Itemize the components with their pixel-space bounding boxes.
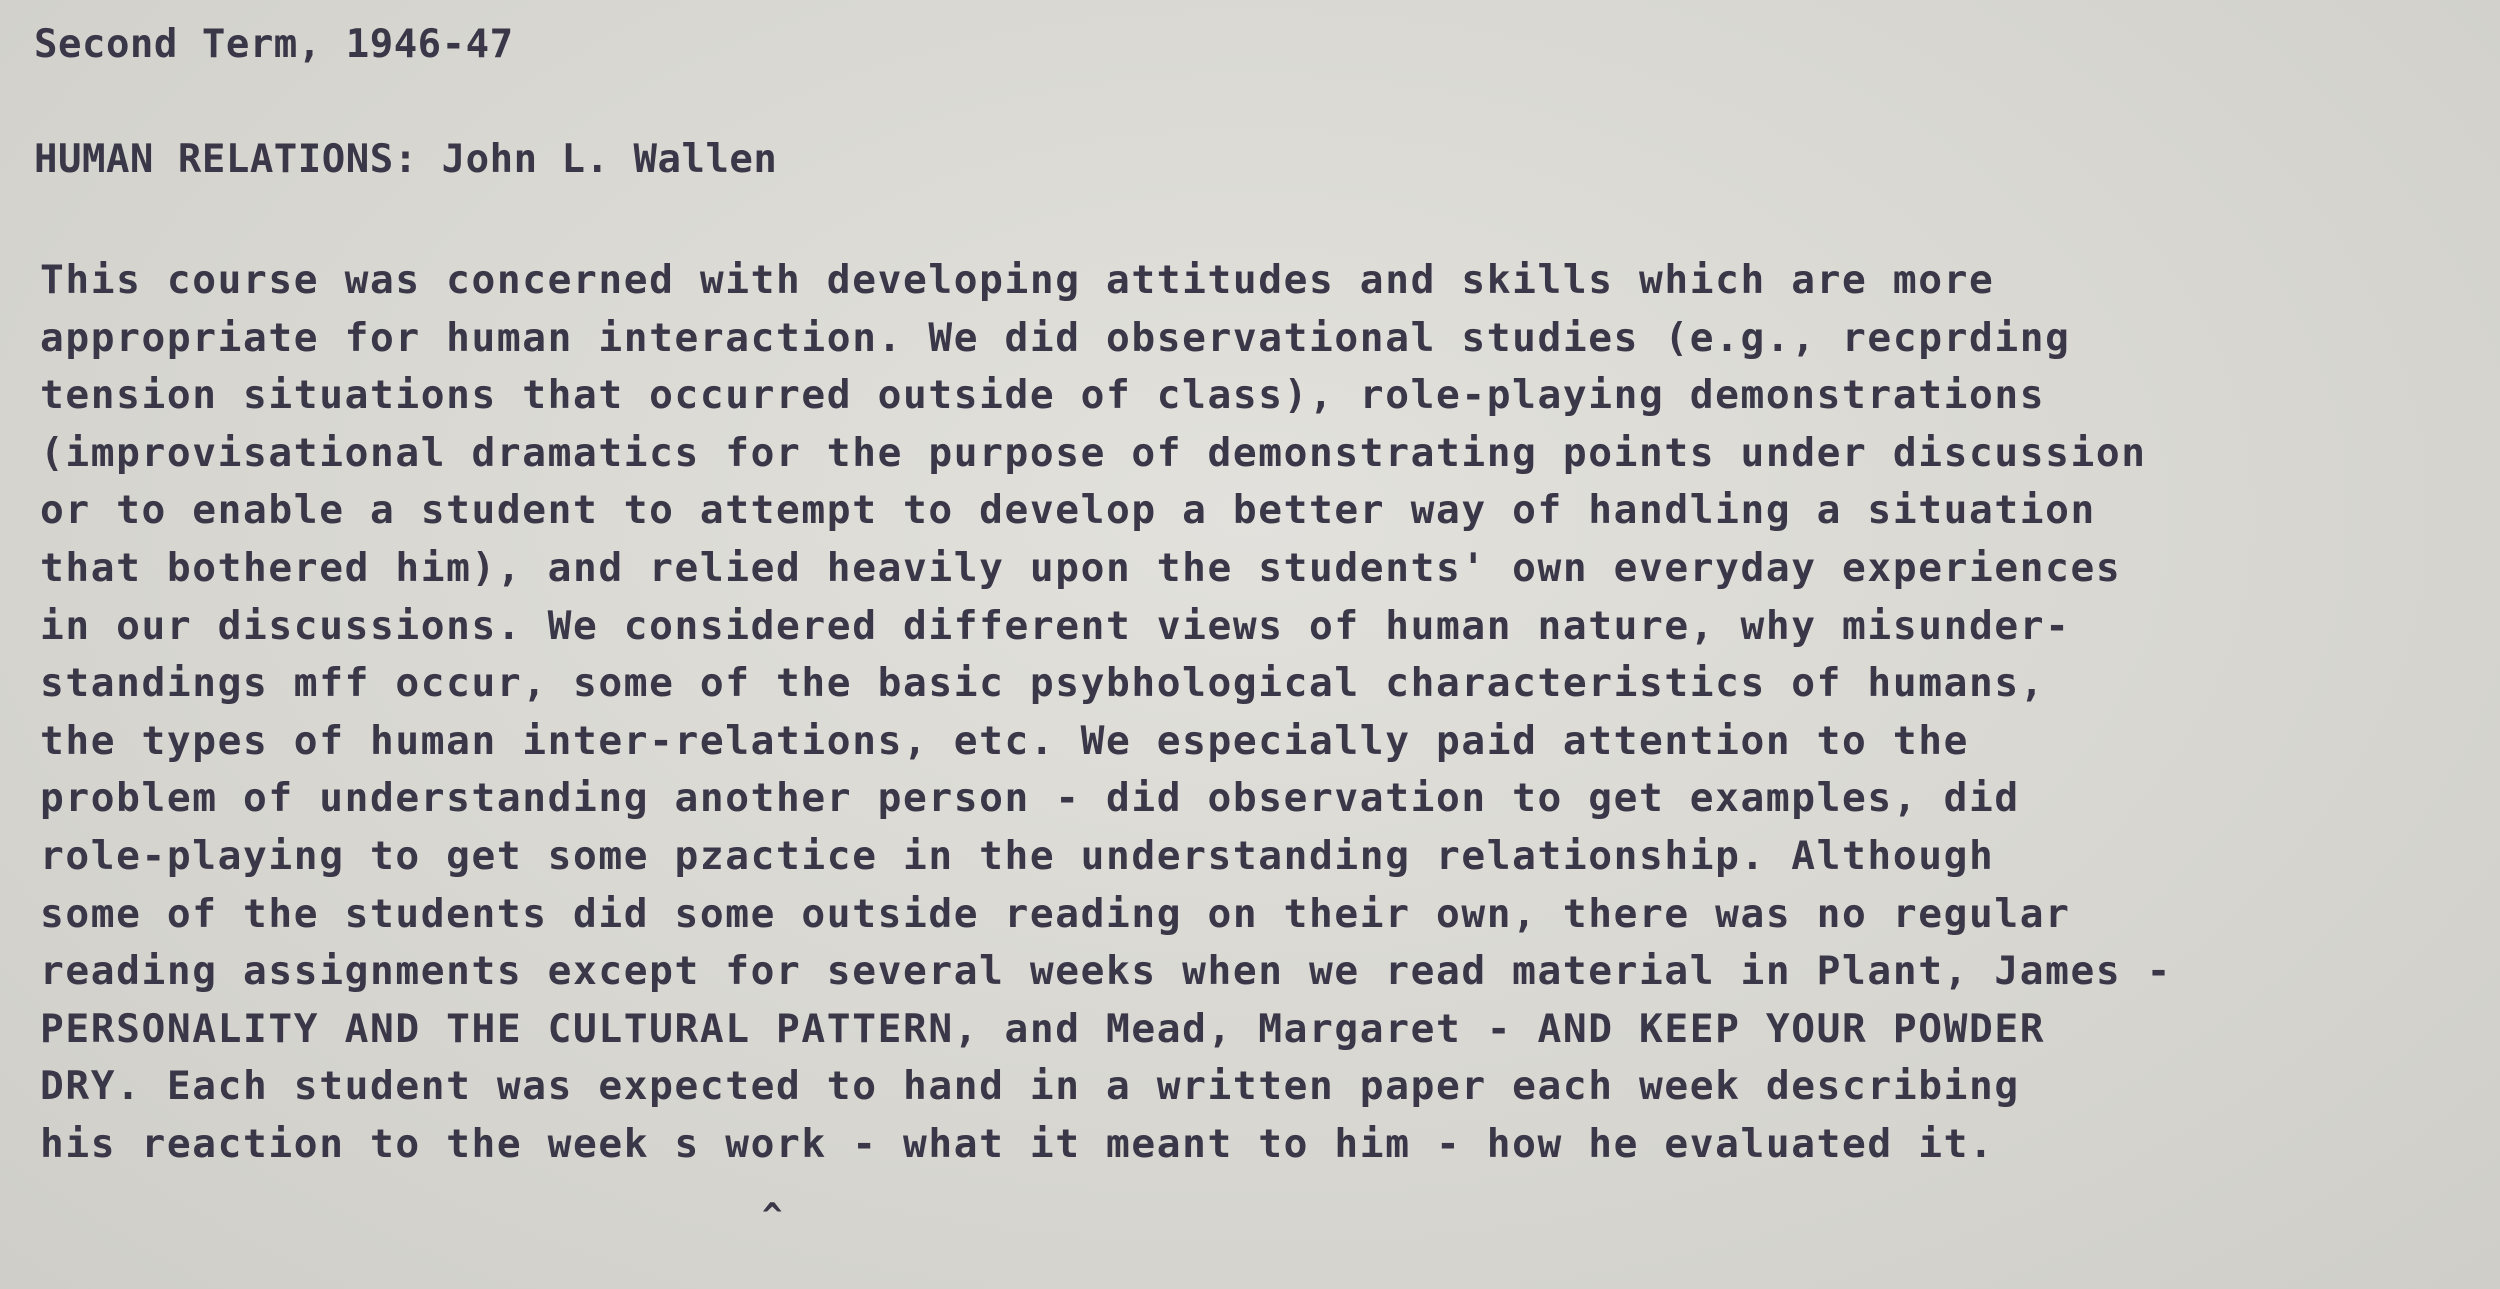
- paragraph-line: problem of understanding another person - did observation to get examples, did: [40, 775, 2020, 822]
- paragraph-line: reading assignments except for several weeks when we read material in Plant, James -: [40, 948, 2173, 995]
- paragraph-line: tension situations that occurred outside of class), role-playing demonstrations: [40, 372, 2046, 419]
- paragraph-line: his reaction to the week s work - what it meant to him - how he evaluated it.: [40, 1120, 1995, 1167]
- paragraph-line: role-playing to get some pzactice in the understanding relationship. Although: [40, 832, 1995, 879]
- paragraph-line: standings mff occur, some of the basic psybhological characteristics of humans,: [40, 660, 2046, 707]
- paragraph-line: appropriate for human interaction. We did observational studies (e.g., recprding: [40, 314, 2071, 361]
- paragraph-line: or to enable a student to attempt to develop a better way of handling a situation: [40, 487, 2096, 534]
- paragraph-line: DRY. Each student was expected to hand in a written paper each week describing: [40, 1063, 2020, 1110]
- paragraph-line: PERSONALITY AND THE CULTURAL PATTERN, and Mead, Margaret - AND KEEP YOUR POWDER: [40, 1005, 2046, 1052]
- course-heading: HUMAN RELATIONS: John L. Wallen: [34, 137, 778, 182]
- course-description: [40, 252, 2480, 1174]
- paragraph-line: the types of human inter-relations, etc. We especially paid attention to the: [40, 717, 1969, 764]
- paragraph-line: that bothered him), and relied heavily upon the students' own everyday experiences: [40, 544, 2122, 591]
- paragraph-line: (improvisational dramatics for the purpose of demonstrating points under discussion: [40, 429, 2147, 476]
- paragraph-line: This course was concerned with developing attitudes and skills which are more: [40, 257, 1995, 303]
- paragraph-line: in our discussions. We considered different views of human nature, why misunder-: [40, 602, 2071, 649]
- paragraph-line: some of the students did some outside reading on their own, there was no regular: [40, 890, 2071, 937]
- insertion-caret-mark: ^: [762, 1196, 783, 1236]
- term-heading: Second Term, 1946-47: [34, 22, 514, 67]
